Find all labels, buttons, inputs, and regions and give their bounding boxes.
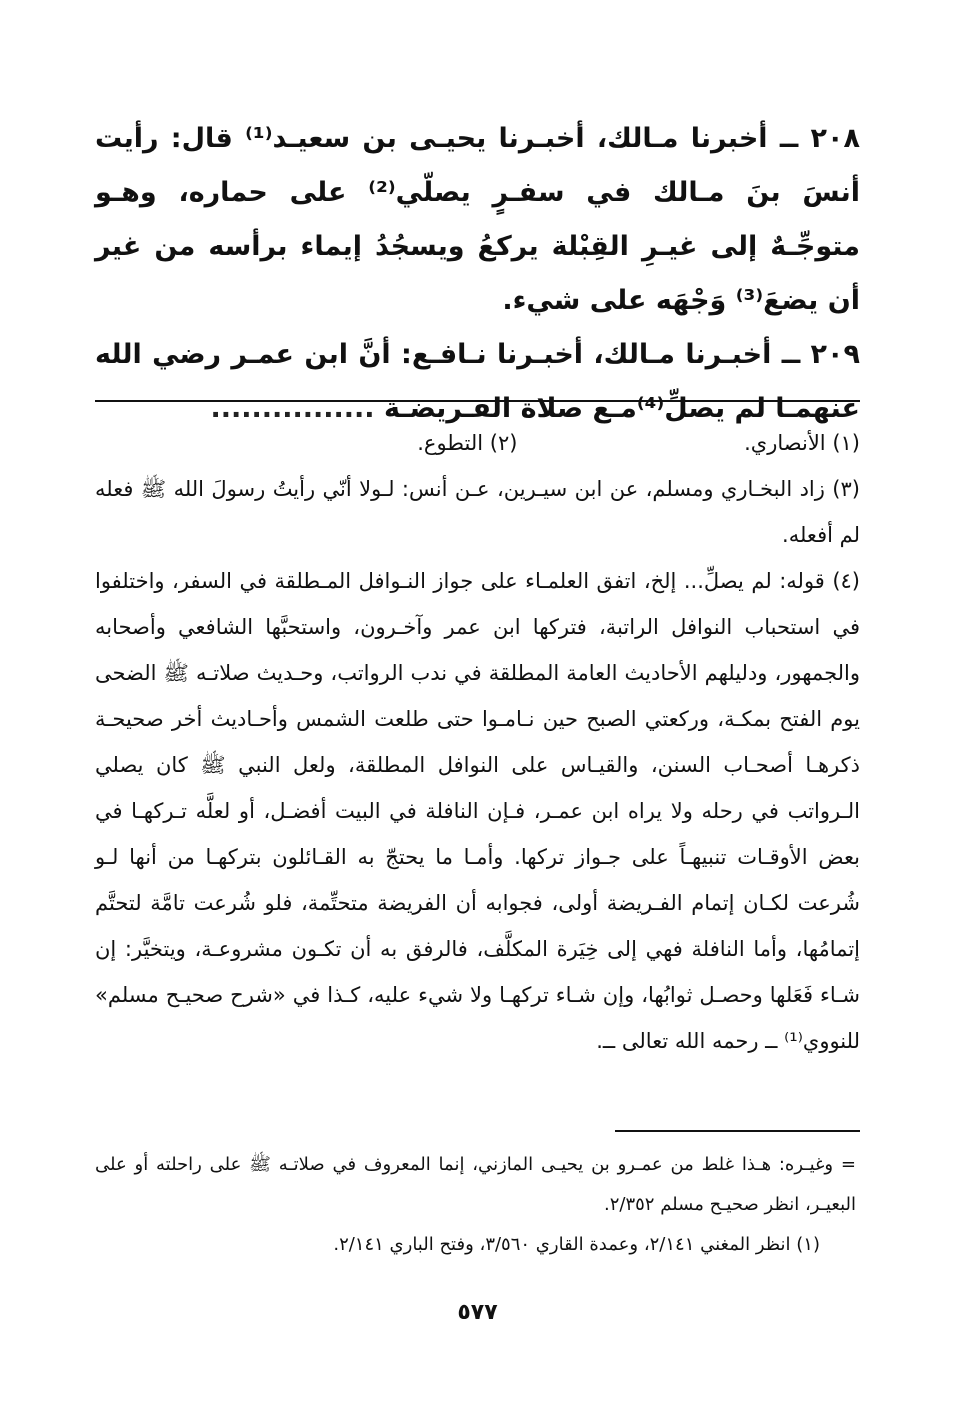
footnote-4: (٤) قوله: لم يصلِّ... إلخ، اتفق العلمـاء على جواز النـوافل المـطلقة في السفر، واختلفوا في استحباب النوافل الراتبة، فتركها ابن عمر وآخـرون، واستحبَّها الشافعي وأصحابه والجمهور، ودليلهم الأحاديث العامة المطلقة في ندب الرواتب، وحـديث صلاتـه ﷺ الضحى يوم الفتح بمكـة، وركعتي الصبح حين نـامـوا حتى طلعت الشمس وأحـاديث أخر صحيحـة ذكرهـا أصحـاب السنن، والقيـاس على النوافل المطلقة، ولعل النبي ﷺ كان يصلي الـرواتب في رحله ولا يراه ابن عمـر، فـإن النافلة في البيت أفضـل، أو لعلَّه تـركهـا في بعض الأوقـات تنبيهـاً على جـواز تركها. وأمـا ما يحتجّ به القـائلون بتركهـا من أنها لـو شُرعت لكـان إتمام الفـريضة أولى، فجوابه أن الفريضة متحتِّمة، فلو شُرعت تامَّة لتحتَّم إتمامُها، وأما النافلة فهي إلى خِيَرة المكلَّف، فالرفق به أن تكـون مشروعـة، ويتخيَّر: إن شـاء فَعَلها وحصـل ثوابُها، وإن شـاء تركهـا ولا شيء عليه، كـذا في «شرح صحيـح مسلم» للنووي⁽¹⁾ ــ رحمه الله تعالى ــ.	[95, 569, 860, 1053]
footnotes-1-2	[95, 420, 860, 466]
footnote-divider	[95, 400, 860, 402]
continuation-dots: ................	[210, 393, 375, 424]
hadith-209-text: ٢٠٩ ــ أخبـرنا مـالك، أخبـرنا نـافـع: أنَّ ابن عمـر رضي الله عنهمـا لم يصلِّ⁽⁴⁾مـع صلاة الفـريضـة	[95, 339, 860, 424]
hadith-208: ٢٠٨ ــ أخبرنا مـالك، أخبـرنا يحيـى بن سعيـد⁽¹⁾ قال: رأيت أنسَ بنَ مـالك في سفـرٍ يصلّي⁽²⁾ على حماره، وهـو متوجِّـهٌ إلى غيـرِ القِبْلة يركعُ ويسجُدُ إيماء برأسه من غير أن يضعَ⁽³⁾ وَجْهَه على شيء.	[95, 123, 860, 316]
secondary-notes	[95, 1145, 860, 1265]
reference-note-1: (١) انظر المغني ٢/١٤١، وعمدة القاري ٣/٥٦٠، وفتح الباري ٢/١٤١.	[333, 1234, 820, 1255]
footnote-2: (٢) التطوع.	[417, 431, 518, 455]
continued-note: = وغيـره: هـذا غلط من عمـرو بن يحيـى المازني، إنما المعروف في صلاتـه ﷺ على راحلته أو على البعيـر، انظر صحيـح مسلم ٢/٣٥٢.	[95, 1154, 856, 1215]
secondary-divider	[615, 1130, 860, 1132]
footnotes	[95, 420, 860, 1064]
footnote-3: (٣) زاد البخـاري ومسلم، عن ابن سيـرين، عـن أنس: لـولا أنّي رأيتُ رسولَ الله ﷺ فعله لم أفعله.	[95, 477, 860, 547]
footnote-1: (١) الأنصاري.	[744, 431, 860, 455]
page-number: ٥٧٧	[457, 1300, 498, 1325]
main-text	[95, 112, 860, 436]
